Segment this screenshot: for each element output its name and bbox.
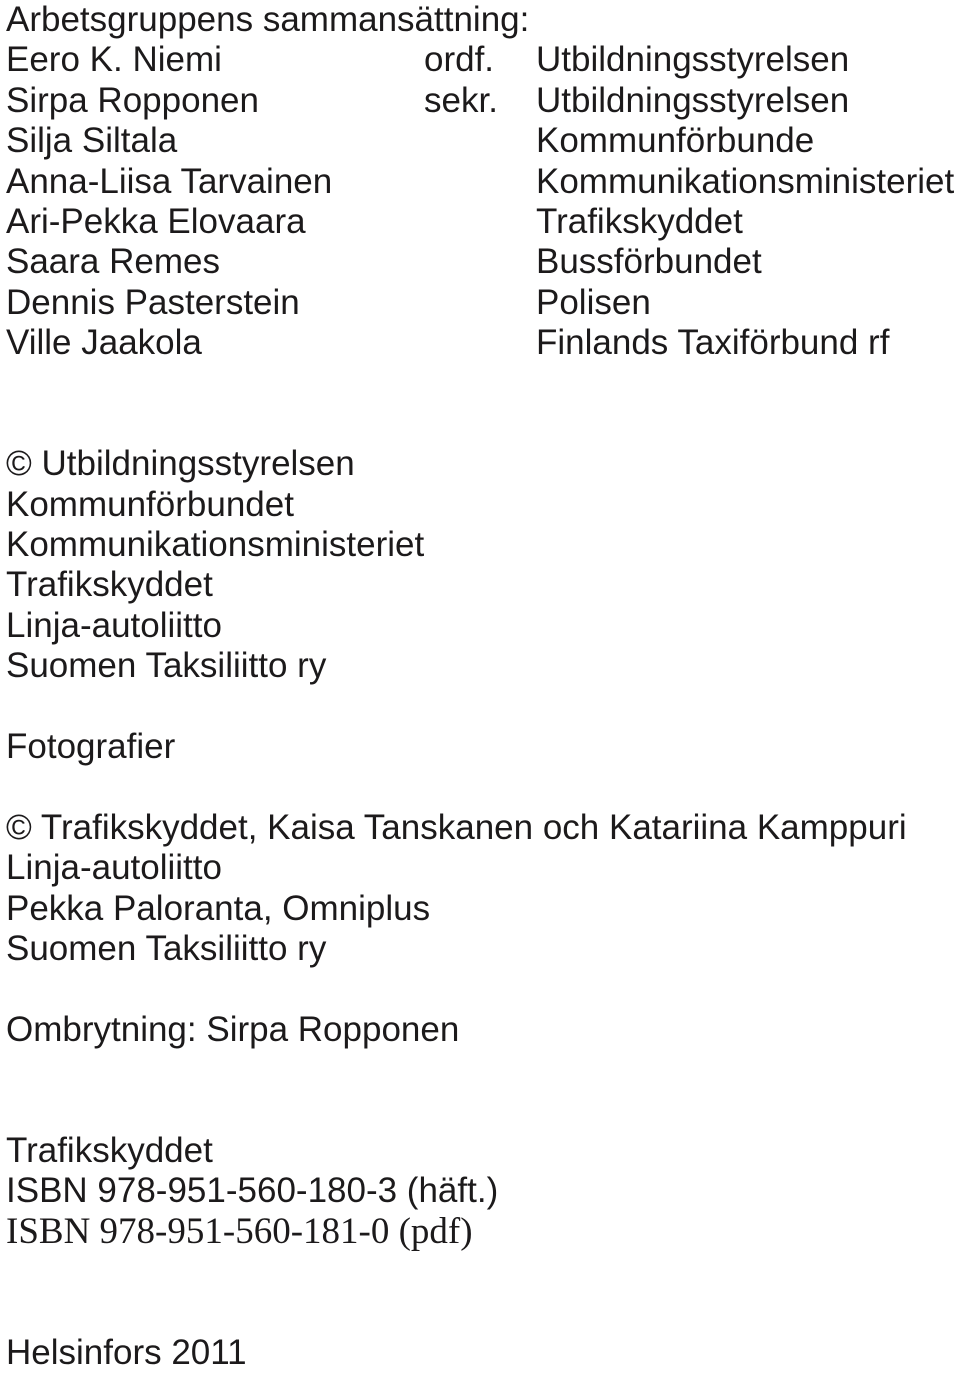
member-name: Saara Remes [6,242,220,282]
copyright-holders [6,444,960,686]
photo-credits [6,808,960,970]
member-organization: Bussförbundet [536,242,762,282]
member-role: ordf. [424,40,495,80]
member-row [6,283,960,323]
copyright-holder: Linja-autoliitto [6,605,222,645]
copyright-holder: Utbildningsstyrelsen [41,444,355,484]
member-name: Ari-Pekka Elovaara [6,201,306,241]
publisher-block [6,1131,960,1252]
photo-credit: Suomen Taksiliitto ry [6,929,327,968]
member-name: Eero K. Niemi [6,40,222,80]
member-name: Anna-Liisa Tarvainen [6,161,333,201]
copyright-symbol: © [6,444,32,484]
photo-credit-line [6,808,960,848]
member-organization: Utbildningsstyrelsen [536,80,850,120]
member-row [6,202,960,242]
photo-credit: Pekka Paloranta, Omniplus [6,888,431,928]
member-name: Dennis Pasterstein [6,282,300,322]
member-row [6,121,960,161]
copyright-holder: Kommunikationsministeriet [6,525,425,565]
member-row [6,242,960,282]
member-name: Silja Siltala [6,121,178,161]
copyright-holder: Kommunförbundet [6,484,294,524]
copyright-holder: Trafikskyddet [6,565,213,605]
photo-credit: Linja-autoliitto [6,848,222,888]
copyright-symbol: © [6,807,32,847]
member-organization: Utbildningsstyrelsen [536,40,850,80]
member-row [6,40,960,80]
layout-credit: Ombrytning: Sirpa Ropponen [6,1009,460,1049]
copyright-line [6,444,960,484]
member-row [6,162,960,202]
working-group-heading: Arbetsgruppens sammansättning: [6,0,530,39]
isbn-print: ISBN 978-951-560-180-3 (häft.) [6,1171,499,1211]
member-role: sekr. [424,80,498,120]
member-row [6,81,960,121]
isbn-pdf: ISBN 978-951-560-181-0 (pdf) [6,1210,473,1252]
member-organization: Kommunikationsministeriet [536,161,955,201]
member-organization: Trafikskyddet [536,201,743,241]
photo-credit: Trafikskyddet, Kaisa Tanskanen och Katariina Kamppuri [40,807,907,847]
member-organization: Finlands Taxiförbund rf [536,323,890,363]
member-name: Sirpa Ropponen [6,80,259,120]
member-row [6,323,960,363]
member-organization: Polisen [536,282,651,322]
place-year: Helsinfors 2011 [6,1332,247,1372]
member-organization: Kommunförbunde [536,121,815,161]
publisher-name: Trafikskyddet [6,1130,213,1170]
photos-heading: Fotografier [6,727,176,767]
working-group-members [6,40,960,363]
copyright-holder: Suomen Taksiliitto ry [6,646,327,686]
member-name: Ville Jaakola [6,323,202,363]
